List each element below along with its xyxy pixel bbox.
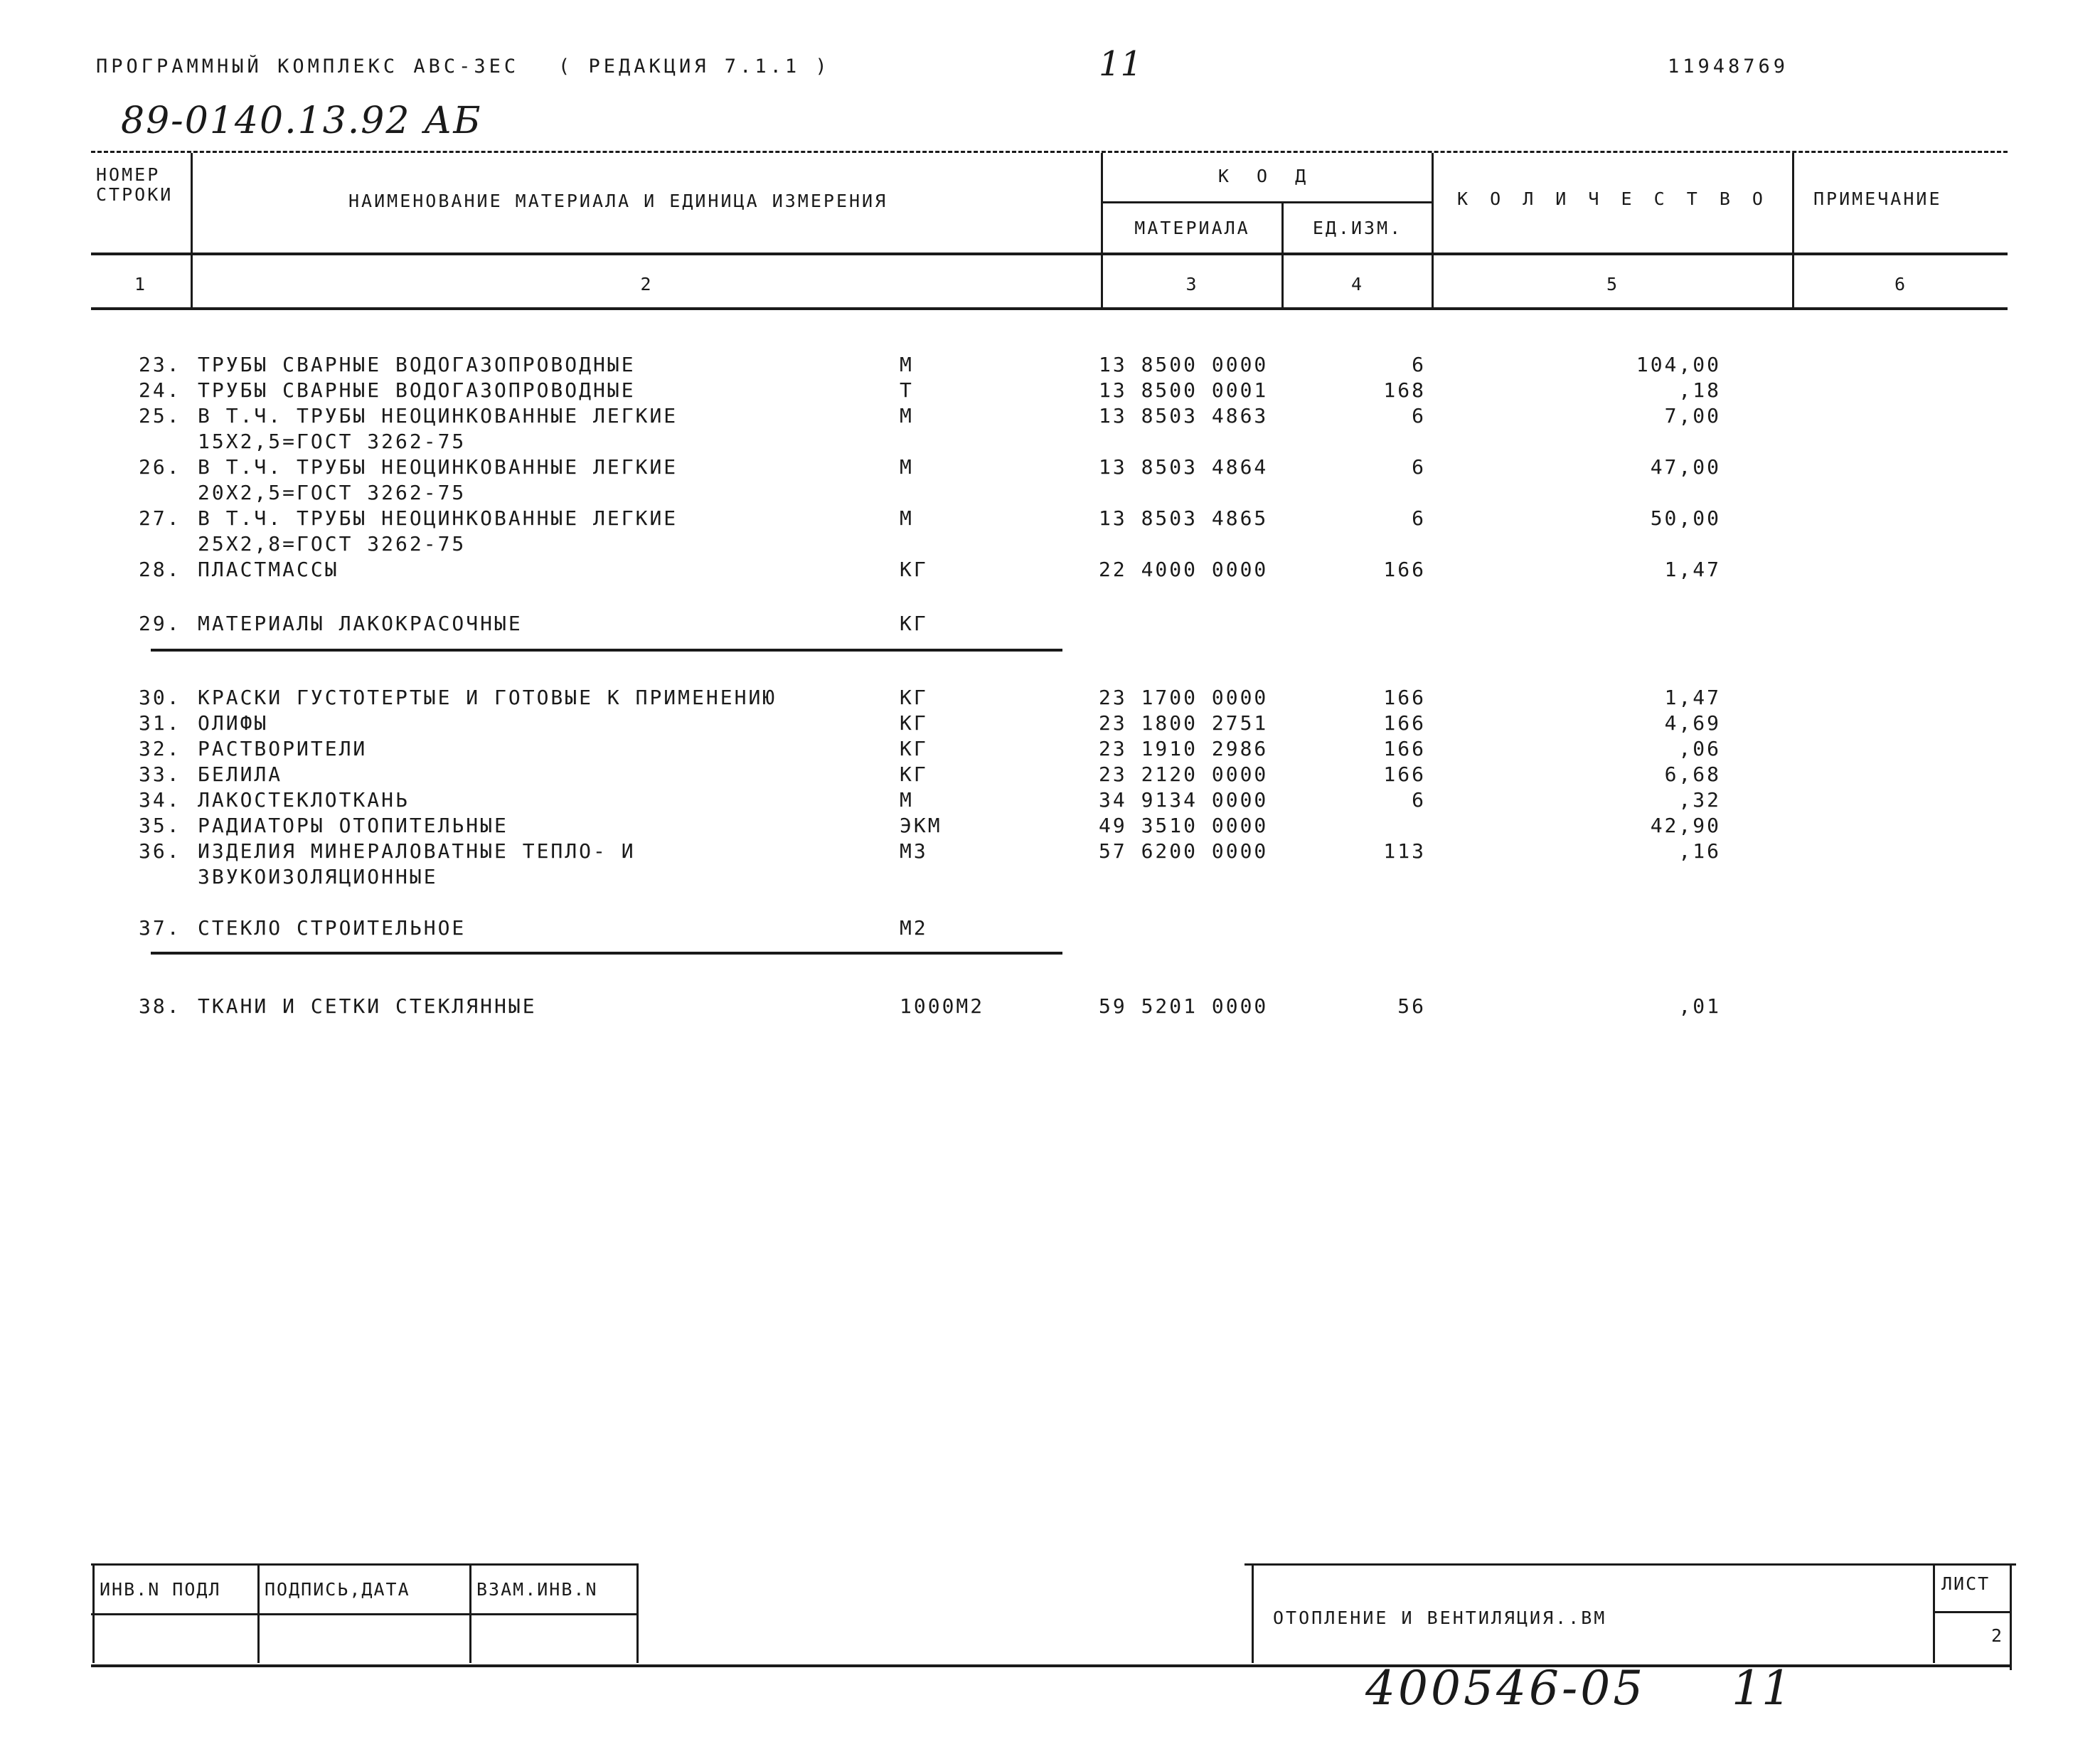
row-material-spec: 20X2,5=ГОСТ 3262-75: [198, 481, 467, 504]
col-row-number-header: НОМЕР СТРОКИ: [96, 164, 174, 205]
row-unit: КГ: [900, 737, 928, 760]
row-material-code: 13 8500 0001: [1099, 378, 1269, 402]
row-number: 34.: [139, 788, 181, 812]
row-material-spec: 15X2,5=ГОСТ 3262-75: [198, 430, 467, 453]
row-material-name: РАСТВОРИТЕЛИ: [198, 737, 368, 760]
row-quantity: 6,68: [1664, 763, 1721, 786]
row-material-name: В Т.Ч. ТРУБЫ НЕОЦИНКОВАННЫЕ ЛЕГКИЕ: [198, 455, 678, 479]
row-quantity: ,01: [1678, 994, 1721, 1018]
row-unit: М: [900, 404, 914, 427]
col-number-5: 5: [1606, 274, 1620, 294]
program-name: ПРОГРАММНЫЙ КОМПЛЕКС АВС-3ЕС: [96, 55, 520, 78]
row-unit-code: 6: [1412, 455, 1426, 479]
row-material-code: 13 8500 0000: [1099, 353, 1269, 376]
row-unit-code: 168: [1383, 378, 1426, 402]
row-material-code: 23 1910 2986: [1099, 737, 1269, 760]
row-quantity: 4,69: [1664, 711, 1721, 735]
row-material-name: КРАСКИ ГУСТОТЕРТЫЕ И ГОТОВЫЕ К ПРИМЕНЕНИЮ: [198, 686, 777, 709]
col-note-header: ПРИМЕЧАНИЕ: [1813, 188, 1942, 209]
row-number: 38.: [139, 994, 181, 1018]
row-unit: М: [900, 788, 914, 812]
row-material-spec: ЗВУКОИЗОЛЯЦИОННЫЕ: [198, 865, 438, 888]
row-unit-code: 166: [1383, 763, 1426, 786]
row-quantity: ,18: [1678, 378, 1721, 402]
row-number: 37.: [139, 916, 181, 940]
row-unit: Т: [900, 378, 914, 402]
row-material-code: 49 3510 0000: [1099, 814, 1269, 837]
row-material-name: В Т.Ч. ТРУБЫ НЕОЦИНКОВАННЫЕ ЛЕГКИЕ: [198, 506, 678, 530]
row-unit: М2: [900, 916, 928, 940]
handwritten-page-number: 11: [1732, 1661, 1791, 1716]
sheet-number: 2: [1990, 1625, 2004, 1646]
row-number: 27.: [139, 506, 181, 530]
podpis-data-label: ПОДПИСЬ,ДАТА: [265, 1579, 410, 1600]
row-number: 24.: [139, 378, 181, 402]
row-unit-code: 6: [1412, 353, 1426, 376]
row-unit: М: [900, 506, 914, 530]
row-material-name: ЛАКОСТЕКЛОТКАНЬ: [198, 788, 410, 812]
row-quantity: ,06: [1678, 737, 1721, 760]
col-number-2: 2: [640, 274, 654, 294]
row-unit: ЭКМ: [900, 814, 942, 837]
row-number: 25.: [139, 404, 181, 427]
row-number: 30.: [139, 686, 181, 709]
col-material-name-header: НАИМЕНОВАНИЕ МАТЕРИАЛА И ЕДИНИЦА ИЗМЕРЕНИЯ: [348, 191, 888, 211]
row-material-name: ТКАНИ И СЕТКИ СТЕКЛЯННЫЕ: [198, 994, 537, 1018]
row-unit: КГ: [900, 612, 928, 635]
row-unit-code: 56: [1397, 994, 1426, 1018]
edition-label: ( РЕДАКЦИЯ 7.1.1 ): [558, 55, 831, 78]
row-material-code: 22 4000 0000: [1099, 558, 1269, 581]
page-mark-handwritten: 11: [1099, 44, 1143, 84]
row-quantity: 50,00: [1650, 506, 1721, 530]
row-unit: КГ: [900, 763, 928, 786]
row-unit: М: [900, 353, 914, 376]
handwritten-reference: 89-0140.13.92 АБ: [121, 100, 482, 142]
col-unit-code-header: ЕД.ИЗМ.: [1312, 218, 1403, 238]
vzam-inv-label: ВЗАМ.ИНВ.N: [476, 1579, 598, 1600]
row-unit-code: 166: [1383, 711, 1426, 735]
row-number: 32.: [139, 737, 181, 760]
row-material-name: ОЛИФЫ: [198, 711, 269, 735]
row-material-code: 13 8503 4865: [1099, 506, 1269, 530]
row-unit: М3: [900, 839, 928, 863]
row-material-name: БЕЛИЛА: [198, 763, 283, 786]
col-number-6: 6: [1894, 274, 1908, 294]
row-material-code: 57 6200 0000: [1099, 839, 1269, 863]
row-quantity: 104,00: [1636, 353, 1721, 376]
row-material-name: СТЕКЛО СТРОИТЕЛЬНОЕ: [198, 916, 467, 940]
row-number: 36.: [139, 839, 181, 863]
col-quantity-header: К О Л И Ч Е С Т В О: [1457, 188, 1769, 209]
row-quantity: 1,47: [1664, 686, 1721, 709]
row-material-code: 13 8503 4864: [1099, 455, 1269, 479]
col-number-3: 3: [1185, 274, 1199, 294]
row-unit-code: 166: [1383, 737, 1426, 760]
col-code-group-header: К О Д: [1217, 166, 1315, 186]
row-number: 23.: [139, 353, 181, 376]
row-quantity: 1,47: [1664, 558, 1721, 581]
page-bottom-rule: [91, 1664, 2011, 1667]
row-material-name: ИЗДЕЛИЯ МИНЕРАЛОВАТНЫЕ ТЕПЛО- И: [198, 839, 636, 863]
row-material-name: ПЛАСТМАССЫ: [198, 558, 339, 581]
row-unit-code: 113: [1383, 839, 1426, 863]
document-code: 11948769: [1668, 55, 1789, 78]
row-number: 28.: [139, 558, 181, 581]
row-material-code: 13 8503 4863: [1099, 404, 1269, 427]
col-number-1: 1: [134, 274, 148, 294]
row-number: 31.: [139, 711, 181, 735]
row-quantity: 42,90: [1650, 814, 1721, 837]
row-unit-code: 166: [1383, 686, 1426, 709]
row-material-name: РАДИАТОРЫ ОТОПИТЕЛЬНЫЕ: [198, 814, 508, 837]
inv-podl-label: ИНВ.N ПОДЛ: [100, 1579, 221, 1600]
row-material-code: 23 2120 0000: [1099, 763, 1269, 786]
col-material-code-header: МАТЕРИАЛА: [1134, 218, 1250, 238]
group-divider: [151, 952, 1062, 955]
row-material-name: ТРУБЫ СВАРНЫЕ ВОДОГАЗОПРОВОДНЫЕ: [198, 353, 636, 376]
row-number: 26.: [139, 455, 181, 479]
handwritten-document-number: 400546-05: [1365, 1661, 1646, 1716]
row-quantity: 47,00: [1650, 455, 1721, 479]
row-unit-code: 166: [1383, 558, 1426, 581]
row-quantity: 7,00: [1664, 404, 1721, 427]
row-material-code: 23 1800 2751: [1099, 711, 1269, 735]
row-unit-code: 6: [1412, 506, 1426, 530]
row-quantity: ,16: [1678, 839, 1721, 863]
group-divider: [151, 649, 1062, 652]
row-material-code: 59 5201 0000: [1099, 994, 1269, 1018]
row-number: 29.: [139, 612, 181, 635]
row-material-spec: 25X2,8=ГОСТ 3262-75: [198, 532, 467, 556]
row-number: 33.: [139, 763, 181, 786]
row-unit-code: 6: [1412, 404, 1426, 427]
col-number-4: 4: [1350, 274, 1365, 294]
row-number: 35.: [139, 814, 181, 837]
row-unit: КГ: [900, 686, 928, 709]
row-quantity: ,32: [1678, 788, 1721, 812]
sheet-label: ЛИСТ: [1941, 1573, 1990, 1594]
row-unit-code: 6: [1412, 788, 1426, 812]
row-material-name: ТРУБЫ СВАРНЫЕ ВОДОГАЗОПРОВОДНЫЕ: [198, 378, 636, 402]
row-unit: М: [900, 455, 914, 479]
row-material-code: 23 1700 0000: [1099, 686, 1269, 709]
row-material-name: В Т.Ч. ТРУБЫ НЕОЦИНКОВАННЫЕ ЛЕГКИЕ: [198, 404, 678, 427]
row-material-name: МАТЕРИАЛЫ ЛАКОКРАСОЧНЫЕ: [198, 612, 523, 635]
row-unit: 1000М2: [900, 994, 985, 1018]
section-title: ОТОПЛЕНИЕ И ВЕНТИЛЯЦИЯ..ВМ: [1273, 1608, 1607, 1628]
row-unit: КГ: [900, 558, 928, 581]
row-unit: КГ: [900, 711, 928, 735]
row-material-code: 34 9134 0000: [1099, 788, 1269, 812]
